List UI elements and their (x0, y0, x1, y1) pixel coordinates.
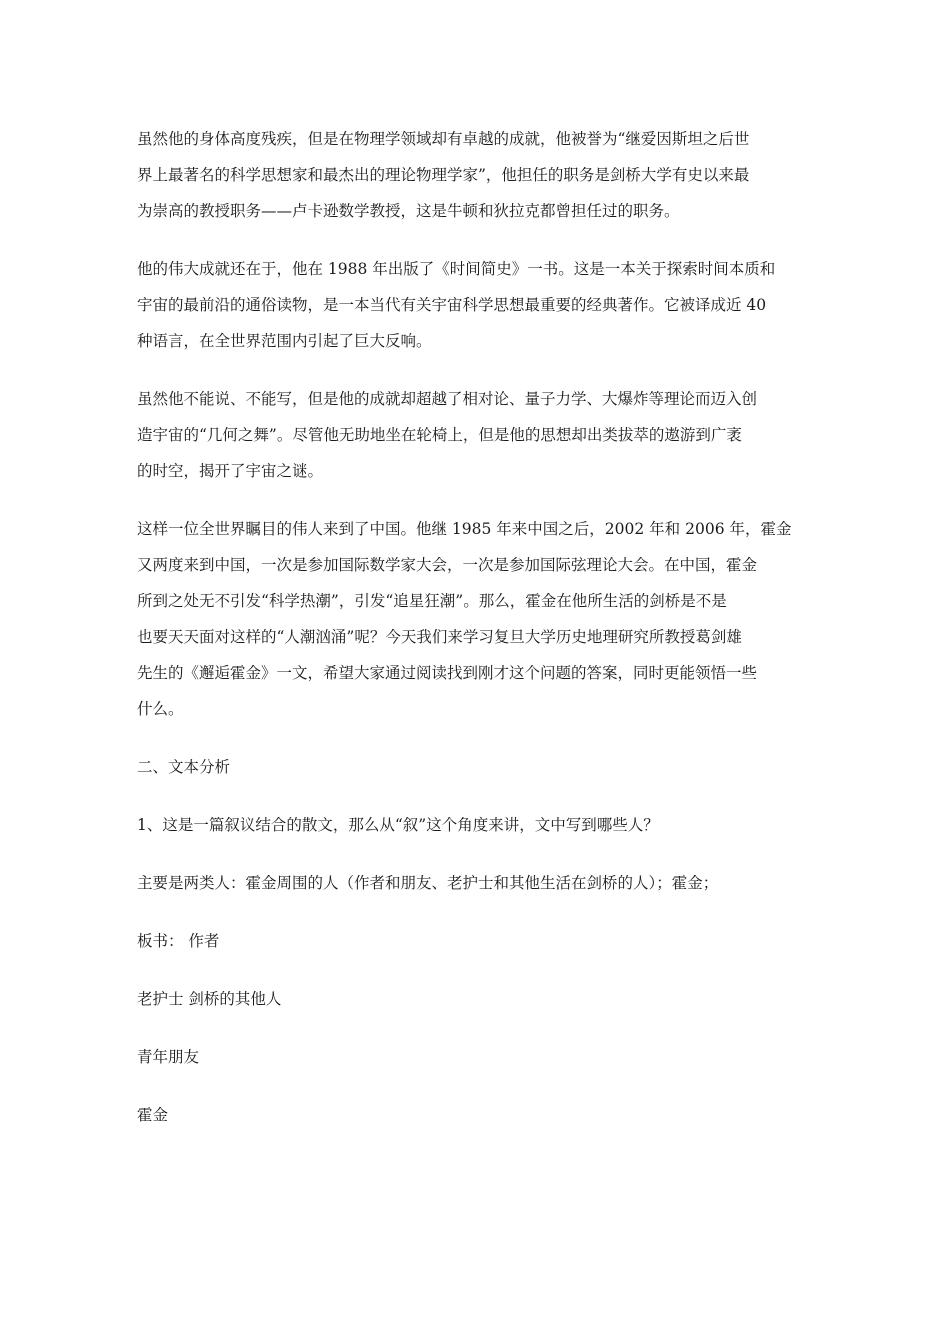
paragraph-hawking-achievements (137, 121, 817, 229)
paragraph-visit-china (137, 511, 817, 727)
board-line-young-friend: 青年朋友 (137, 1048, 200, 1066)
text-line: 种语言，在全世界范围内引起了巨大反响。 (137, 332, 432, 350)
text-line: 虽然他不能说、不能写，但是他的成就却超越了相对论、量子力学、大爆炸等理论而迈入创 (137, 390, 758, 408)
text-line: 宇宙的最前沿的通俗读物，是一本当代有关宇宙科学思想最重要的经典著作。它被译成近 40 (137, 296, 767, 314)
text-line: 的时空，揭开了宇宙之谜。 (137, 462, 324, 480)
text-line: 也要天天面对这样的“人潮汹涌”呢？今天我们来学习复旦大学历史地理研究所教授葛剑雄 (137, 628, 742, 646)
board-line-nurse-others: 老护士 剑桥的其他人 (137, 990, 282, 1008)
text-line: 他的伟大成就还在于，他在 1988 年出版了《时间简史》一书。这是一本关于探索时间本质和 (137, 260, 776, 278)
section-heading: 二、文本分析 (137, 758, 231, 776)
answer-1: 主要是两类人：霍金周围的人（作者和朋友、老护士和其他生活在剑桥的人）；霍金； (137, 874, 719, 892)
text-line: 这样一位全世界瞩目的伟人来到了中国。他继 1985 年来中国之后，2002 年和 2006 年，霍金 (137, 520, 792, 538)
text-line: 先生的《邂逅霍金》一文，希望大家通过阅读找到刚才这个问题的答案，同时更能领悟一些 (137, 664, 758, 682)
text-line: 什么。 (137, 700, 184, 718)
paragraph-beyond-theories (137, 381, 817, 489)
text-line: 所到之处无不引发“科学热潮”，引发“追星狂潮”。那么，霍金在他所生活的剑桥是不是 (137, 592, 727, 610)
text-line: 虽然他的身体高度残疾，但是在物理学领域却有卓越的成就，他被誉为“继爱因斯坦之后世 (137, 130, 750, 148)
paragraph-brief-history-of-time (137, 251, 817, 359)
text-line: 为崇高的教授职务——卢卡逊数学教授，这是牛顿和狄拉克都曾担任过的职务。 (137, 202, 680, 220)
document-body (137, 121, 817, 1155)
text-line: 造宇宙的“几何之舞”。尽管他无助地坐在轮椅上，但是他的思想却出类拔萃的遨游到广袤 (137, 426, 742, 444)
board-label: 板书： 作者 (137, 932, 220, 950)
question-1: 1、这是一篇叙议结合的散文，那么从“叙”这个角度来讲，文中写到哪些人？ (137, 816, 659, 834)
text-line: 界上最著名的科学思想家和最杰出的理论物理学家”，他担任的职务是剑桥大学有史以来最 (137, 166, 750, 184)
text-line: 又两度来到中国，一次是参加国际数学家大会，一次是参加国际弦理论大会。在中国，霍金 (137, 556, 758, 574)
board-line-hawking: 霍金 (137, 1106, 169, 1124)
